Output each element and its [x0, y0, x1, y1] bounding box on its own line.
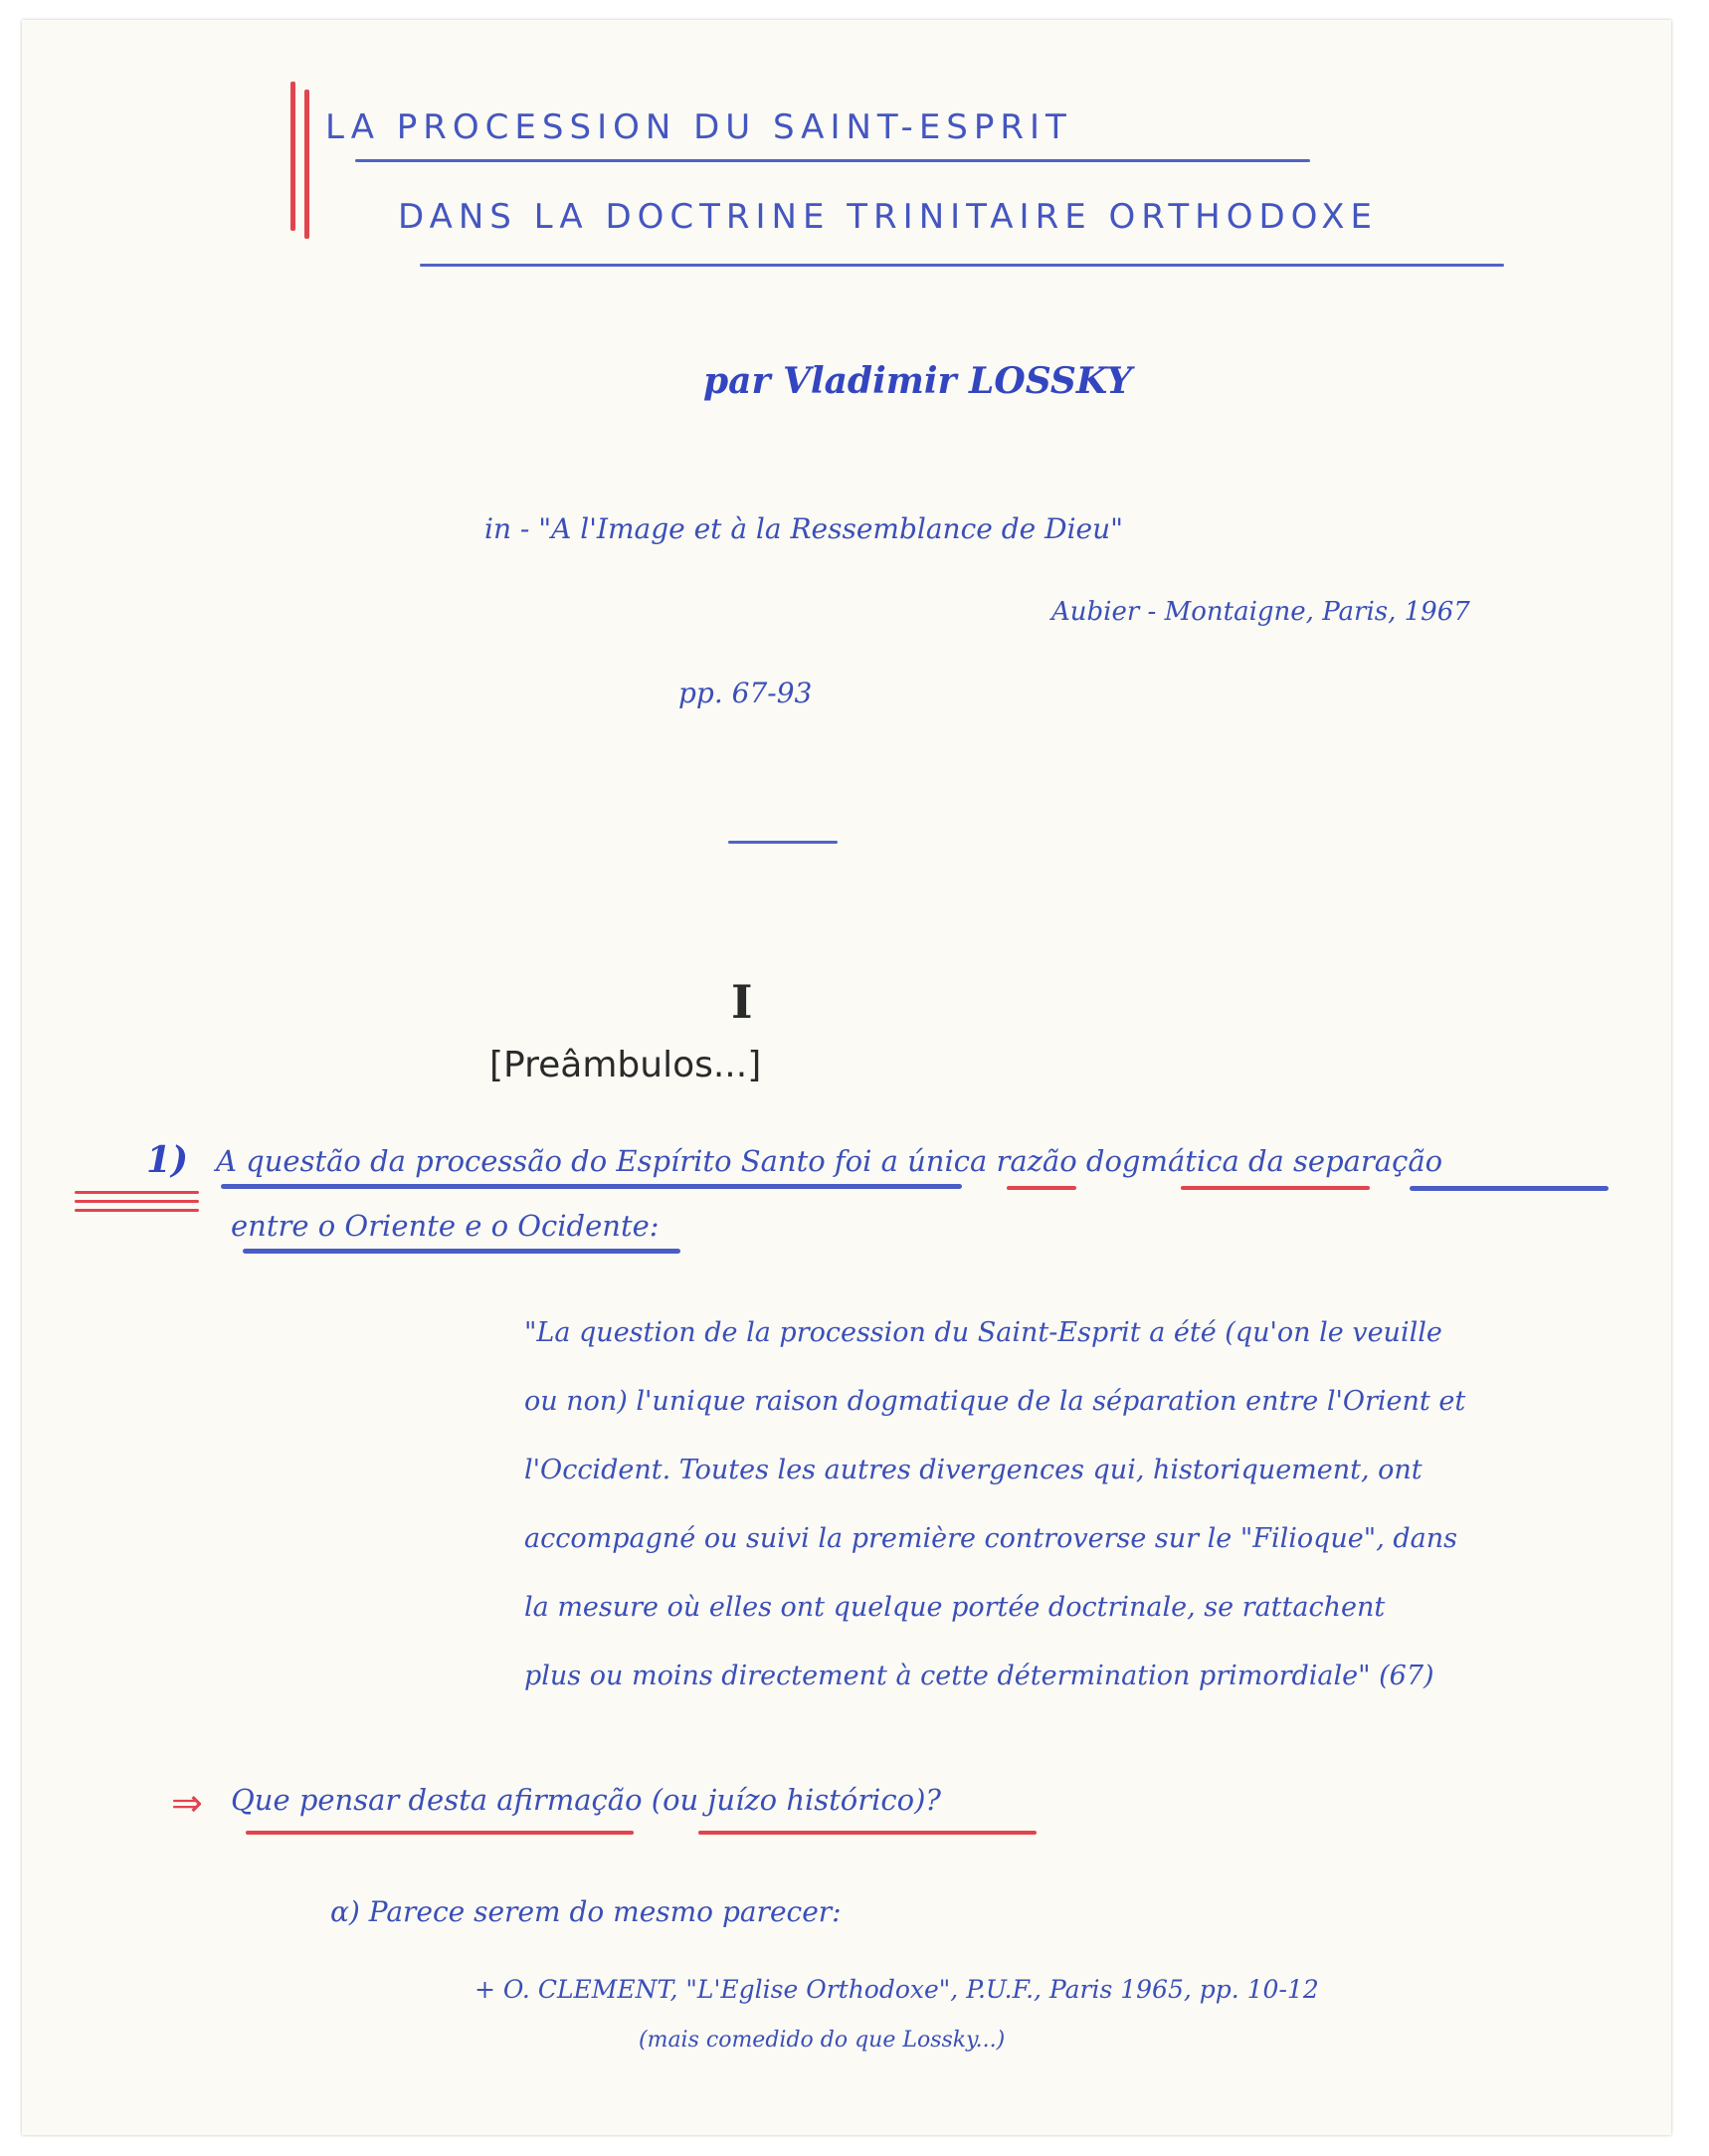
title-line-2: DANS LA DOCTRINE TRINITAIRE ORTHODOXE	[398, 197, 1379, 237]
quote-line: l'Occident. Toutes les autres divergences qui, historiquement, ont	[524, 1455, 1423, 1485]
question-underline-a	[246, 1831, 634, 1835]
separator-dash	[728, 841, 838, 844]
arrow-icon: ⇒	[171, 1781, 203, 1825]
title-margin-bar-left	[290, 82, 295, 231]
point1-red-mark-1	[75, 1191, 199, 1194]
title-margin-bar-right	[304, 90, 309, 239]
quote-line: accompagné ou suivi la première controverse sur le "Filioque", dans	[524, 1523, 1457, 1554]
manuscript-page	[22, 20, 1671, 2135]
point1-underline-d	[1410, 1186, 1609, 1191]
source-publisher: Aubier - Montaigne, Paris, 1967	[1051, 597, 1470, 627]
point1-underline-e	[243, 1249, 680, 1254]
point1-line-2: entre o Oriente e o Ocidente:	[231, 1209, 660, 1243]
title-underline-1	[355, 159, 1310, 162]
point1-line-1: A questão da processão do Espírito Santo foi a única razão dogmática da separação	[216, 1144, 1443, 1178]
point1-red-mark-3	[75, 1209, 199, 1212]
quote-line: plus ou moins directement à cette détermination primordiale" (67)	[524, 1661, 1434, 1691]
title-underline-2	[420, 264, 1504, 267]
alpha-label: α) Parece serem do mesmo parecer:	[330, 1895, 842, 1928]
section-number: I	[731, 975, 753, 1029]
quote-line: ou non) l'unique raison dogmatique de la séparation entre l'Orient et	[524, 1386, 1466, 1417]
alpha-reference: + O. CLEMENT, "L'Eglise Orthodoxe", P.U.F., Paris 1965, pp. 10-12	[475, 1975, 1319, 2004]
source-line: in - "A l'Image et à la Ressemblance de Dieu"	[484, 512, 1124, 545]
quote-block	[524, 1298, 1465, 1710]
quote-line: la mesure où elles ont quelque portée doctrinale, se rattachent	[524, 1592, 1386, 1623]
point1-underline-a	[221, 1184, 962, 1189]
author: par Vladimir LOSSKY	[703, 360, 1132, 402]
section-subtitle: [Preâmbulos...]	[489, 1045, 762, 1085]
point1-red-mark-2	[75, 1200, 199, 1203]
point1-underline-b	[1007, 1186, 1076, 1190]
point1-underline-c	[1181, 1186, 1370, 1190]
point1-number: 1)	[146, 1139, 189, 1181]
quote-line: "La question de la procession du Saint-Esprit a été (qu'on le veuille	[524, 1317, 1442, 1348]
source-pages: pp. 67-93	[678, 677, 813, 709]
question: Que pensar desta afirmação (ou juízo histórico)?	[231, 1783, 941, 1817]
question-underline-b	[698, 1831, 1037, 1835]
title-line-1: LA PROCESSION DU SAINT-ESPRIT	[325, 107, 1072, 147]
alpha-note: (mais comedido do que Lossky...)	[639, 2028, 1006, 2053]
